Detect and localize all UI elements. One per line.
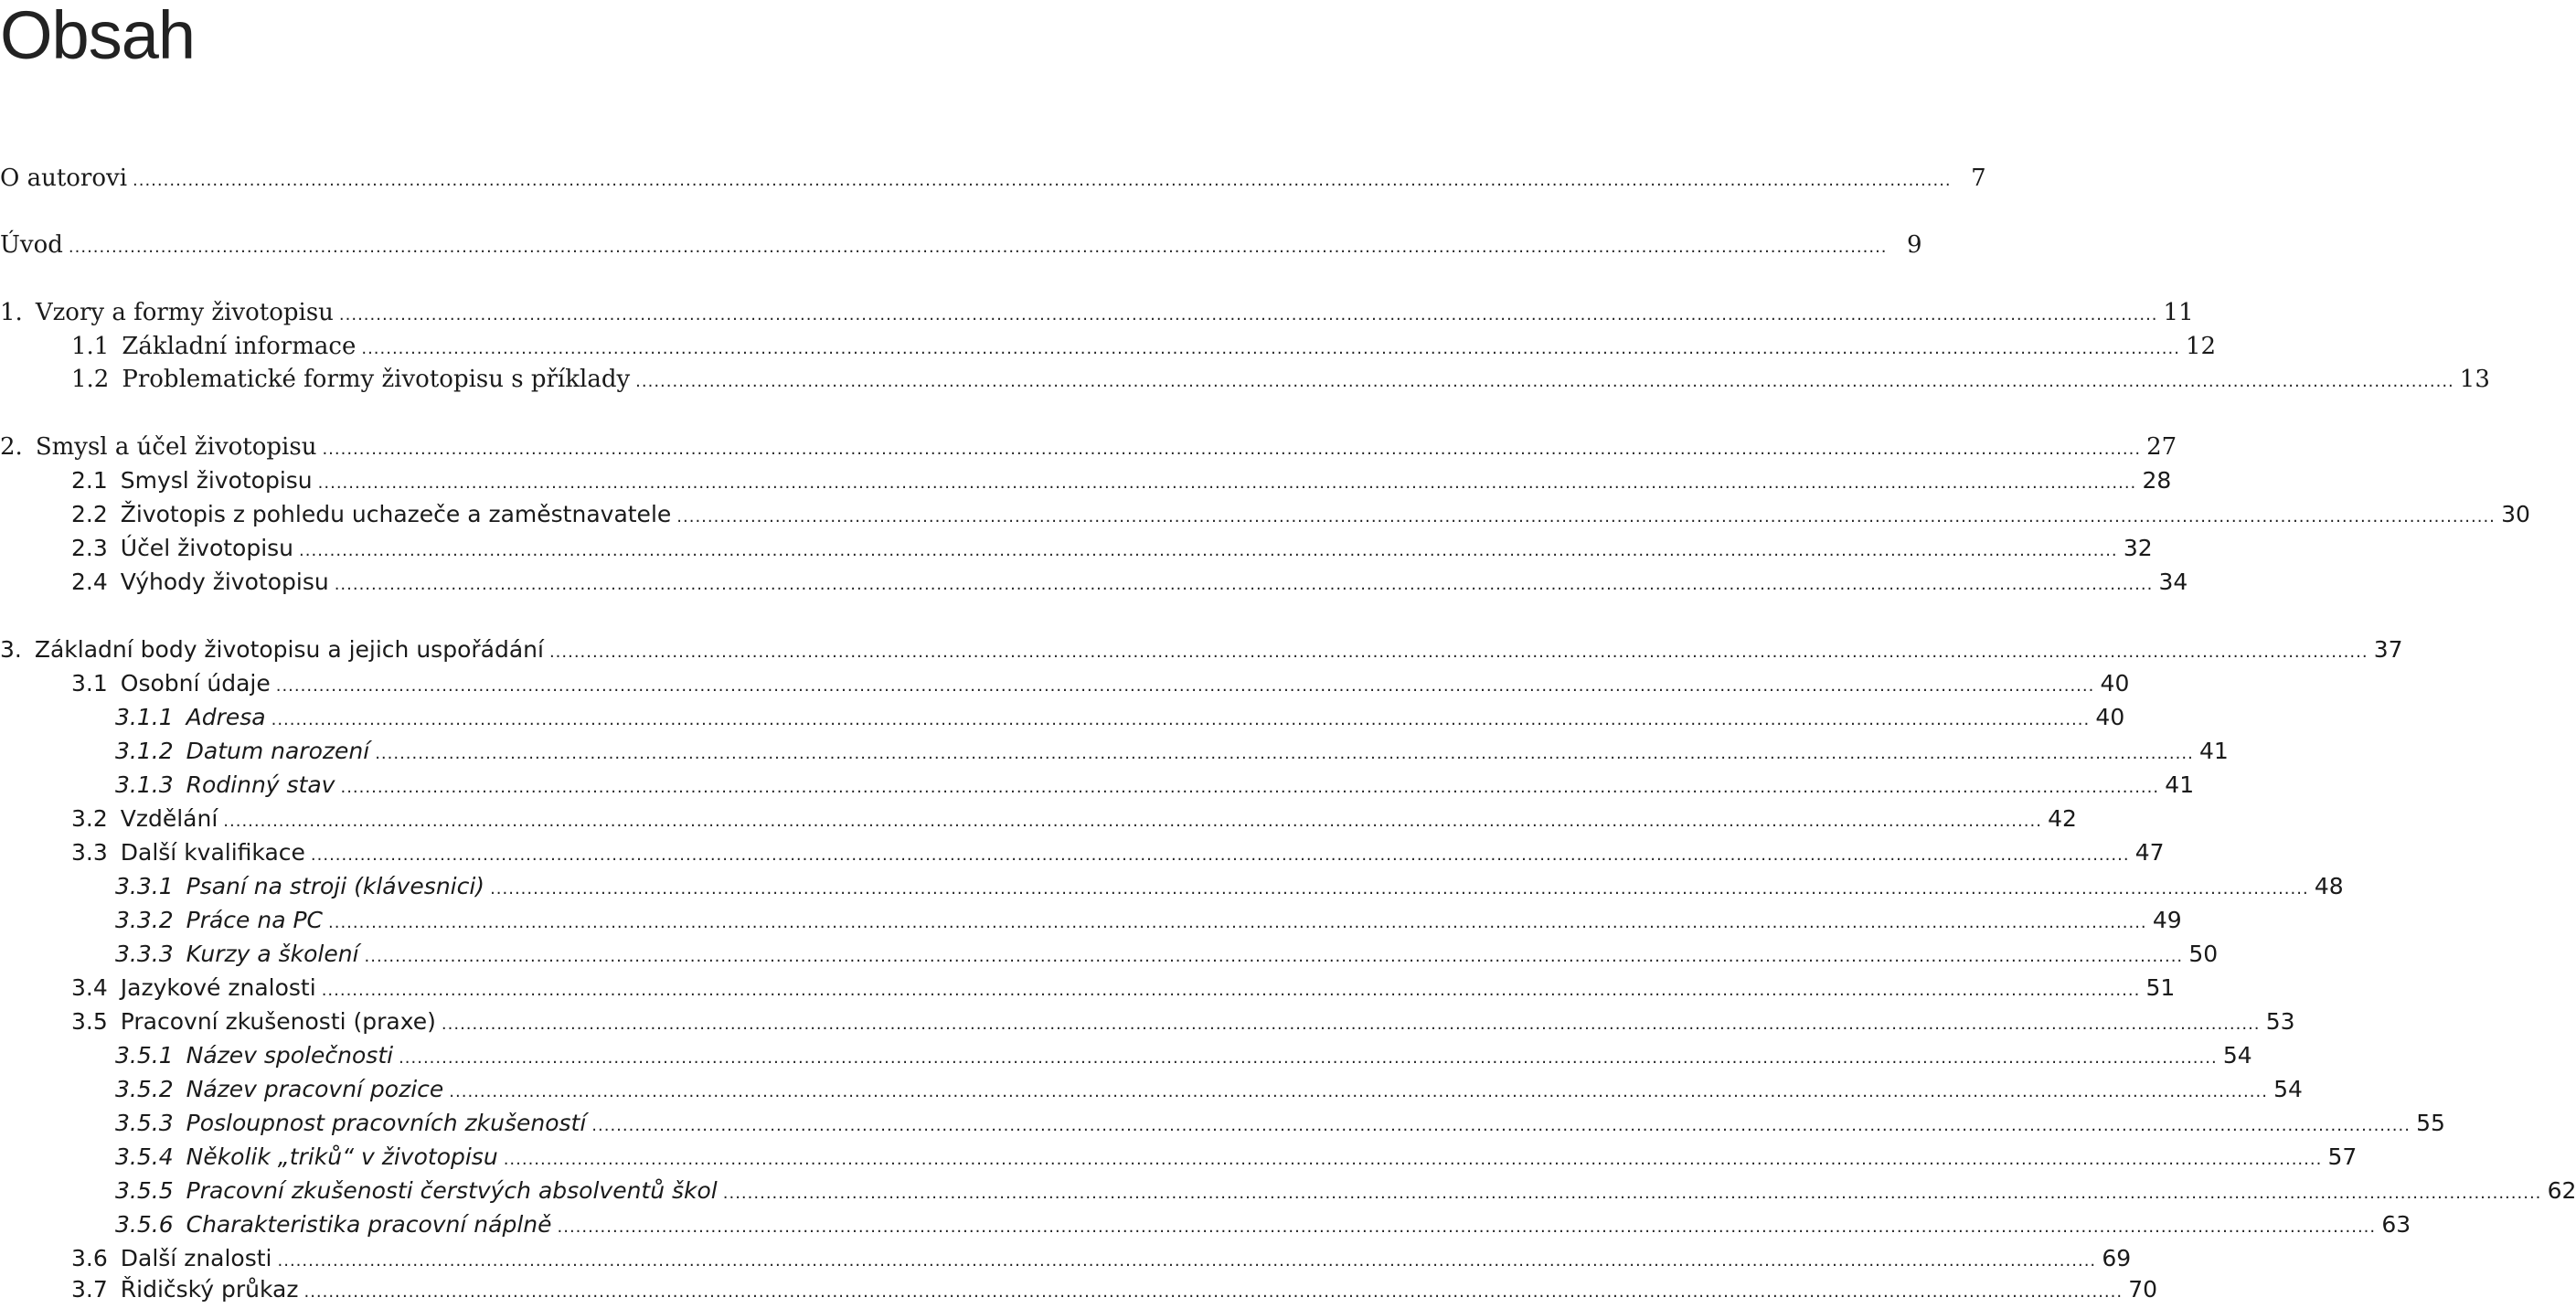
- toc-entry-page: 40: [2095, 704, 2125, 730]
- toc-entry-3-5-2[interactable]: [0, 1074, 2303, 1105]
- toc-entry-3-1-2[interactable]: [0, 736, 2229, 767]
- toc-entry-number: 1.2: [71, 366, 110, 393]
- toc-entry-label: Smysl a účel životopisu: [35, 433, 317, 461]
- toc-entry-page: 41: [2165, 771, 2195, 798]
- dot-leader: [328, 908, 2147, 939]
- toc-entry-number: 3.6: [71, 1245, 108, 1271]
- toc-entry-3-2[interactable]: [0, 803, 2077, 835]
- toc-entry-label: Základní body životopisu a jejich uspořádání: [34, 636, 544, 663]
- dot-leader: [558, 1212, 2377, 1243]
- toc-entry-number: 3.: [0, 636, 22, 663]
- toc-entry-number: 3.7: [71, 1276, 108, 1303]
- toc-entry-label: Rodinný stav: [186, 771, 335, 798]
- toc-entry-2-2[interactable]: [0, 499, 2530, 530]
- toc-entry-2-4[interactable]: [0, 567, 2188, 598]
- toc-entry-number: 3.5.5: [115, 1177, 174, 1204]
- toc-entry-label: Pracovní zkušenosti (praxe): [120, 1008, 436, 1035]
- dot-leader: [340, 772, 2159, 803]
- toc-entry-3-3-2[interactable]: [0, 905, 2182, 936]
- toc-entry-number: 2.2: [71, 501, 108, 527]
- dot-leader: [442, 1009, 2261, 1040]
- toc-entry-3-3-1[interactable]: [0, 871, 2344, 902]
- dot-leader: [322, 434, 2141, 465]
- toc-entry-page: 7: [1971, 165, 1986, 192]
- toc-entry-number: 3.5: [71, 1008, 108, 1035]
- toc-entry-label: Vzdělání: [120, 805, 218, 832]
- toc-entry-label: Název společnosti: [186, 1042, 394, 1069]
- toc-entry-chapter-2[interactable]: [0, 431, 2177, 463]
- toc-entry-3-7[interactable]: [0, 1274, 2158, 1305]
- toc-entry-page: 47: [2134, 839, 2165, 866]
- dot-leader: [223, 806, 2042, 837]
- toc-entry-page: 12: [2185, 333, 2217, 360]
- toc-entry-3-3[interactable]: [0, 837, 2165, 868]
- toc-entry-page: 57: [2327, 1143, 2358, 1170]
- dot-leader: [278, 1246, 2097, 1277]
- toc-entry-label: Řidičský průkaz: [120, 1276, 299, 1303]
- toc-entry-label: Účel životopisu: [120, 535, 294, 561]
- toc-entry-1-1[interactable]: [0, 331, 2217, 362]
- dot-leader: [318, 468, 2137, 499]
- toc-entry-label: Vzory a formy životopisu: [35, 299, 334, 326]
- toc-entry-label: Problematické formy životopisu s příklady: [122, 366, 631, 393]
- toc-entry-label: O autorovi: [0, 165, 128, 192]
- toc-entry-label: Posloupnost pracovních zkušeností: [186, 1110, 587, 1136]
- toc-entry-label: Pracovní zkušenosti čerstvých absolventů škol: [186, 1177, 718, 1204]
- toc-entry-page: 70: [2128, 1276, 2158, 1303]
- toc-entry-page: 53: [2265, 1008, 2295, 1035]
- toc-entry-number: 3.3: [71, 839, 108, 866]
- toc-entry-page: 54: [2222, 1042, 2252, 1069]
- toc-entry-1-2[interactable]: [0, 364, 2490, 395]
- toc-entry-chapter-1[interactable]: [0, 297, 2194, 328]
- toc-entry-label: Výhody životopisu: [120, 569, 329, 595]
- dot-leader: [365, 941, 2184, 973]
- toc-entry-2-3[interactable]: [0, 533, 2153, 564]
- toc-entry-chapter-3[interactable]: [0, 634, 2403, 665]
- toc-entry-number: 1.1: [71, 333, 110, 360]
- toc-entry-number: 2.4: [71, 569, 108, 595]
- toc-entry-page: 41: [2199, 738, 2229, 764]
- toc-entry-number: 2.1: [71, 467, 108, 494]
- toc-entry-page: 55: [2416, 1110, 2445, 1136]
- toc-entry-page: 34: [2158, 569, 2188, 595]
- toc-entry-page: 28: [2142, 467, 2172, 494]
- toc-entry-3-5-3[interactable]: [0, 1108, 2445, 1139]
- toc-entry-label: Kurzy a školení: [186, 941, 359, 967]
- toc-entry-page: 42: [2048, 805, 2077, 832]
- toc-entry-label: Základní informace: [122, 333, 357, 360]
- dot-leader: [339, 300, 2158, 331]
- toc-entry-page: 37: [2373, 636, 2403, 663]
- toc-entry-number: 3.5.2: [115, 1076, 174, 1102]
- dot-leader: [676, 502, 2496, 533]
- dot-leader: [322, 975, 2141, 1006]
- toc-entry-number: 3.3.2: [115, 907, 174, 933]
- toc-entry-3-5-6[interactable]: [0, 1209, 2411, 1240]
- dot-leader: [635, 367, 2454, 398]
- dot-leader: [133, 165, 1952, 197]
- dot-leader: [399, 1043, 2218, 1074]
- toc-entry-number: 1.: [0, 299, 23, 326]
- toc-entry-label: Osobní údaje: [120, 670, 271, 697]
- toc-entry-label: Úvod: [0, 231, 63, 259]
- dot-leader: [303, 1277, 2123, 1308]
- toc-entry-page: 27: [2146, 433, 2177, 461]
- toc-entry-page: 63: [2381, 1211, 2411, 1238]
- toc-entry-3-5[interactable]: [0, 1006, 2295, 1037]
- toc-entry-number: 3.3.3: [115, 941, 174, 967]
- toc-entry-number: 3.1.3: [115, 771, 174, 798]
- toc-entry-label: Charakteristika pracovní náplně: [186, 1211, 552, 1238]
- toc-entry-label: Další kvalifikace: [120, 839, 305, 866]
- dot-leader: [591, 1111, 2411, 1142]
- dot-leader: [311, 840, 2130, 871]
- toc-entry-3-5-1[interactable]: [0, 1040, 2252, 1071]
- toc-entry-number: 3.4: [71, 974, 108, 1001]
- toc-entry-3-1[interactable]: [0, 668, 2130, 699]
- toc-entry-number: 3.1: [71, 670, 108, 697]
- toc-entry-number: 2.: [0, 433, 23, 461]
- toc-entry-label: Jazykové znalosti: [120, 974, 316, 1001]
- toc-entry-page: 51: [2145, 974, 2176, 1001]
- dot-leader: [69, 232, 1888, 263]
- toc-entry-3-6[interactable]: [0, 1243, 2132, 1274]
- toc-entry-label: Životopis z pohledu uchazeče a zaměstnavatele: [120, 501, 672, 527]
- toc-entry-number: 3.5.4: [115, 1143, 174, 1170]
- toc-entry-label: Název pracovní pozice: [186, 1076, 444, 1102]
- toc-entry-label: Datum narození: [186, 738, 370, 764]
- toc-entry-page: 30: [2501, 501, 2530, 527]
- toc-entry-label: Další znalosti: [120, 1245, 272, 1271]
- toc-entry-o-autorovi[interactable]: [0, 163, 1986, 194]
- dot-leader: [723, 1178, 2542, 1209]
- toc-entry-page: 40: [2100, 670, 2130, 697]
- toc-entry-2-1[interactable]: [0, 465, 2172, 496]
- dot-leader: [361, 334, 2180, 365]
- dot-leader: [271, 705, 2091, 736]
- toc-entry-number: 3.1.2: [115, 738, 174, 764]
- dot-leader: [299, 536, 2118, 567]
- toc-entry-page: 48: [2314, 873, 2344, 899]
- toc-entry-number: 3.2: [71, 805, 108, 832]
- dot-leader: [490, 874, 2309, 905]
- toc-entry-page: 54: [2273, 1076, 2303, 1102]
- toc-entry-page: 9: [1906, 231, 1922, 259]
- toc-entry-page: 69: [2102, 1245, 2132, 1271]
- dot-leader: [375, 739, 2194, 770]
- toc-entry-page: 13: [2459, 366, 2490, 393]
- toc-entry-number: 3.5.3: [115, 1110, 174, 1136]
- toc-entry-label: Práce na PC: [186, 907, 324, 933]
- toc-entry-3-3-3[interactable]: [0, 939, 2219, 970]
- toc-entry-number: 3.5.1: [115, 1042, 174, 1069]
- page-title: Obsah: [0, 0, 196, 73]
- toc-entry-page: 32: [2123, 535, 2153, 561]
- dot-leader: [549, 637, 2368, 668]
- toc-entry-3-1-1[interactable]: [0, 702, 2125, 733]
- dot-leader: [504, 1144, 2323, 1175]
- toc-entry-uvod[interactable]: [0, 229, 1922, 261]
- toc-entry-3-4[interactable]: [0, 973, 2176, 1004]
- dot-leader: [335, 569, 2154, 601]
- toc-entry-page: 11: [2163, 299, 2194, 326]
- toc-entry-number: 2.3: [71, 535, 108, 561]
- toc-entry-label: Několik „triků“ v životopisu: [186, 1143, 498, 1170]
- dot-leader: [449, 1077, 2268, 1108]
- toc-entry-page: 50: [2188, 941, 2219, 967]
- toc-entry-page: 49: [2152, 907, 2182, 933]
- toc-entry-3-5-4[interactable]: [0, 1142, 2358, 1173]
- toc-entry-number: 3.1.1: [115, 704, 174, 730]
- dot-leader: [276, 671, 2095, 702]
- toc-entry-number: 3.3.1: [115, 873, 174, 899]
- toc-entry-3-5-5[interactable]: [0, 1175, 2576, 1207]
- toc-entry-label: Adresa: [186, 704, 266, 730]
- toc-entry-3-1-3[interactable]: [0, 770, 2195, 801]
- toc-entry-label: Smysl životopisu: [120, 467, 313, 494]
- toc-entry-label: Psaní na stroji (klávesnici): [186, 873, 485, 899]
- toc-entry-number: 3.5.6: [115, 1211, 174, 1238]
- toc-entry-page: 62: [2547, 1177, 2576, 1204]
